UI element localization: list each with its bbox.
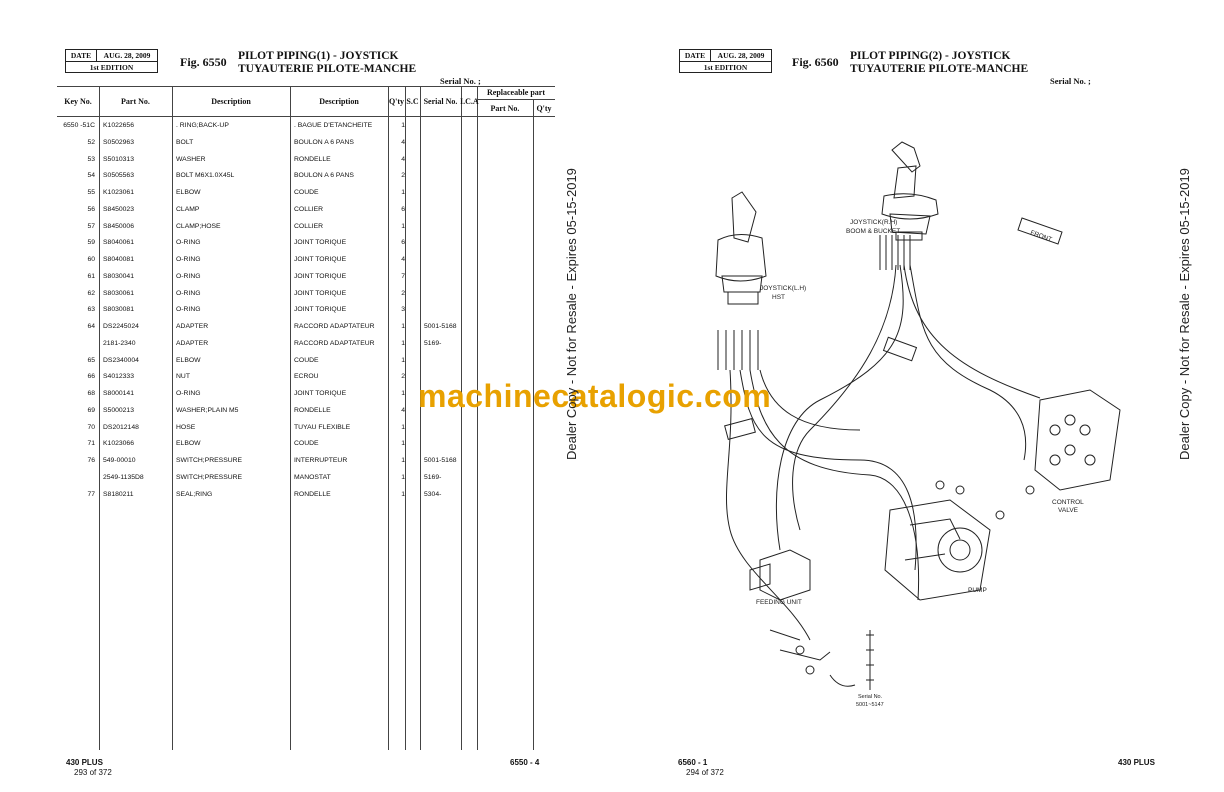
row-key: 55 — [87, 189, 95, 196]
label-boom-bucket: BOOM & BUCKET — [846, 228, 901, 235]
row-description: ELBOW — [176, 189, 201, 196]
model-right: 430 PLUS — [1118, 758, 1155, 767]
date-label: DATE — [66, 50, 97, 61]
row-key: 53 — [87, 155, 95, 163]
row-qty: 1 — [401, 339, 405, 347]
row-qty: 4 — [401, 155, 405, 163]
row-key: 61 — [87, 272, 95, 280]
row-qty: 1 — [401, 222, 405, 230]
figure-title-en: PILOT PIPING(1) - JOYSTICK — [238, 50, 399, 62]
row-part-no: S8040061 — [103, 239, 134, 247]
row-description: O-RING — [176, 390, 201, 397]
label-valve: VALVE — [1058, 507, 1078, 514]
row-qty: 4 — [401, 256, 405, 263]
row-key: 71 — [87, 440, 95, 448]
row-part-no: S4012333 — [103, 373, 134, 381]
row-description: WASHER;PLAIN M5 — [176, 406, 239, 414]
table-row — [57, 202, 555, 219]
row-qty: 1 — [401, 356, 405, 364]
side-notice-center: Dealer Copy - Not for Resale - Expires 05-15-2019 — [564, 168, 579, 460]
row-description-fr: ECROU — [294, 373, 319, 381]
row-part-no: DS2340004 — [103, 356, 139, 364]
date-box-left — [65, 49, 158, 73]
label-control: CONTROL — [1052, 499, 1084, 506]
row-description: BOLT M6X1.0X45L — [176, 172, 235, 180]
table-row — [57, 252, 555, 269]
row-qty: 1 — [401, 323, 405, 330]
header-sc: S.C — [406, 97, 419, 106]
row-key: 77 — [87, 490, 95, 498]
header-key: Key No. — [64, 97, 92, 106]
row-key: 65 — [87, 356, 95, 364]
row-description-fr: JOINT TORIQUE — [294, 239, 347, 247]
row-description-fr: COUDE — [294, 189, 319, 196]
watermark: machinecatalogic.com — [418, 378, 772, 414]
row-description-fr: JOINT TORIQUE — [294, 272, 347, 280]
table-row — [57, 453, 555, 470]
row-description: O-RING — [176, 272, 201, 280]
label-joystick-rh: JOYSTICK(R.H) — [850, 219, 898, 226]
feeding-unit-illustration — [750, 550, 810, 600]
row-description-fr: JOINT TORIQUE — [294, 289, 347, 297]
table-row — [57, 118, 555, 135]
table-row — [57, 319, 555, 336]
row-description-fr: COUDE — [294, 440, 319, 448]
page-of-right: 294 of 372 — [686, 768, 724, 777]
row-key: 68 — [87, 390, 95, 397]
date-value: AUG. 28, 2009 — [717, 51, 765, 60]
header-desc-fr: Description — [319, 97, 359, 106]
label-hst: HST — [772, 294, 785, 301]
pump-illustration — [885, 500, 990, 600]
row-key: 60 — [87, 256, 95, 263]
row-key: 70 — [87, 423, 95, 431]
row-key: 69 — [87, 406, 95, 414]
row-part-no: S8030081 — [103, 306, 134, 314]
table-row — [57, 168, 555, 185]
row-description-fr: COLLIER — [294, 205, 324, 213]
serial-label: Serial No. ; — [1050, 76, 1091, 86]
table-row — [57, 336, 555, 353]
header-ica: I.C.A — [460, 97, 479, 106]
table-row — [57, 219, 555, 236]
row-description: ELBOW — [176, 440, 201, 448]
row-qty: 3 — [401, 306, 405, 314]
row-part-no: S8030061 — [103, 289, 134, 297]
row-description: ADAPTER — [176, 339, 209, 347]
header-desc: Description — [211, 97, 251, 106]
model-left: 430 PLUS — [66, 758, 103, 767]
label-pump: PUMP — [968, 587, 987, 594]
row-qty: 2 — [401, 373, 405, 381]
table-row — [57, 152, 555, 169]
row-serial: 5169- — [424, 339, 442, 347]
row-description-fr: INTERRUPTEUR — [294, 457, 348, 464]
table-row — [57, 135, 555, 152]
row-description-fr: BOULON A 6 PANS — [294, 138, 354, 146]
row-serial: 5304- — [424, 490, 442, 498]
row-description: NUT — [176, 373, 190, 381]
table-row — [57, 235, 555, 252]
row-description-fr: RONDELLE — [294, 155, 331, 163]
row-qty: 6 — [401, 239, 405, 247]
row-description: BOLT — [176, 138, 194, 146]
row-qty: 4 — [401, 406, 405, 414]
row-description: SWITCH;PRESSURE — [176, 457, 243, 464]
table-row — [57, 269, 555, 286]
label-joystick-lh: JOYSTICK(L.H) — [760, 285, 807, 292]
row-description: . RING;BACK-UP — [176, 122, 229, 129]
row-description: CLAMP;HOSE — [176, 222, 221, 230]
row-qty: 1 — [401, 457, 405, 464]
row-description-fr: JOINT TORIQUE — [294, 256, 347, 263]
joystick-left-illustration — [716, 192, 766, 304]
table-row — [57, 436, 555, 453]
row-description: ELBOW — [176, 356, 201, 364]
header-part: Part No. — [121, 97, 150, 106]
row-part-no: K1023061 — [103, 189, 134, 196]
row-part-no: S5000213 — [103, 406, 134, 414]
label-serial-range: 5001~5147 — [856, 702, 884, 708]
row-description-fr: JOINT TORIQUE — [294, 306, 347, 314]
row-qty: 1 — [401, 122, 405, 129]
row-key: 6550 -51C — [63, 122, 95, 129]
row-serial: 5001-5168 — [424, 323, 457, 330]
figure-number: Fig. 6550 — [180, 55, 227, 69]
table-row — [57, 353, 555, 370]
header-replaceable: Replaceable part — [487, 88, 545, 97]
row-description-fr: COLLIER — [294, 222, 324, 230]
header-serial: Serial No. — [423, 97, 458, 106]
date-label: DATE — [680, 50, 711, 61]
edition: 1st EDITION — [703, 63, 748, 72]
row-description-fr: MANOSTAT — [294, 473, 331, 481]
row-qty: 7 — [401, 272, 405, 280]
row-key: 52 — [87, 138, 95, 146]
row-qty: 4 — [401, 138, 405, 146]
table-row — [57, 487, 555, 504]
parts-table-rows — [57, 118, 555, 503]
row-description-fr: . BAGUE D'ETANCHEITE — [294, 122, 373, 129]
row-serial: 5001-5168 — [424, 457, 457, 464]
row-serial: 5169- — [424, 473, 442, 481]
row-description: O-RING — [176, 289, 201, 297]
row-description: O-RING — [176, 239, 201, 247]
row-part-no: S8180211 — [103, 490, 134, 498]
row-description: CLAMP — [176, 205, 200, 213]
figure-title-fr: TUYAUTERIE PILOTE-MANCHE — [850, 63, 1029, 75]
row-part-no: DS2245024 — [103, 323, 139, 330]
side-notice-right: Dealer Copy - Not for Resale - Expires 05-15-2019 — [1177, 168, 1192, 460]
row-description: WASHER — [176, 155, 206, 163]
row-description-fr: RACCORD ADAPTATEUR — [294, 339, 375, 347]
row-part-no: 2549-1135D8 — [103, 473, 144, 481]
row-part-no: S8040081 — [103, 256, 134, 263]
page-code-right: 6560 - 1 — [678, 758, 708, 767]
header-rep-qty: Q'ty — [536, 104, 552, 113]
row-description-fr: RONDELLE — [294, 490, 331, 498]
row-qty: 1 — [401, 189, 405, 196]
row-description-fr: RONDELLE — [294, 406, 331, 414]
row-part-no: S8030041 — [103, 272, 134, 280]
row-key: 56 — [87, 205, 95, 213]
figure-title-en: PILOT PIPING(2) - JOYSTICK — [850, 50, 1011, 62]
edition: 1st EDITION — [89, 63, 134, 72]
table-row — [57, 470, 555, 487]
control-valve-illustration — [1035, 390, 1120, 490]
row-description-fr: TUYAU FLEXIBLE — [294, 423, 351, 431]
row-qty: 2 — [401, 172, 405, 180]
row-key: 62 — [87, 289, 95, 297]
row-qty: 1 — [401, 390, 405, 397]
row-qty: 2 — [401, 289, 405, 297]
label-serial-note: Serial No. — [858, 694, 883, 700]
row-key: 59 — [87, 239, 95, 247]
row-qty: 1 — [401, 490, 405, 498]
table-row — [57, 185, 555, 202]
row-description-fr: RACCORD ADAPTATEUR — [294, 323, 375, 330]
row-key: 66 — [87, 373, 95, 381]
row-part-no: S5010313 — [103, 155, 134, 163]
row-description-fr: BOULON A 6 PANS — [294, 172, 354, 180]
figure-title-fr: TUYAUTERIE PILOTE-MANCHE — [238, 63, 417, 75]
row-qty: 6 — [401, 205, 405, 213]
header-rep-part: Part No. — [490, 104, 520, 113]
serial-label: Serial No. ; — [440, 76, 481, 86]
figure-number: Fig. 6560 — [792, 55, 839, 69]
row-description-fr: COUDE — [294, 356, 319, 364]
row-part-no: S8450023 — [103, 205, 134, 213]
row-part-no: DS2012148 — [103, 423, 139, 431]
page-of-left: 293 of 372 — [74, 768, 112, 777]
row-description-fr: JOINT TORIQUE — [294, 390, 347, 397]
row-part-no: S0505563 — [103, 172, 134, 180]
row-description: SEAL;RING — [176, 490, 213, 498]
row-part-no: S0502963 — [103, 138, 134, 146]
row-part-no: S8450006 — [103, 222, 134, 230]
row-description: ADAPTER — [176, 323, 209, 330]
row-part-no: 2181-2340 — [103, 339, 136, 347]
row-description: O-RING — [176, 306, 201, 314]
date-value: AUG. 28, 2009 — [103, 51, 151, 60]
row-key: 63 — [87, 306, 95, 314]
row-key: 76 — [87, 457, 95, 464]
row-key: 57 — [87, 222, 95, 230]
row-part-no: K1022656 — [103, 122, 134, 129]
row-part-no: 549-00010 — [103, 457, 136, 464]
row-description: O-RING — [176, 256, 201, 263]
date-box-right — [679, 49, 772, 73]
table-row — [57, 420, 555, 437]
table-row — [57, 286, 555, 303]
row-key: 54 — [87, 172, 95, 180]
row-qty: 1 — [401, 440, 405, 448]
table-row — [57, 302, 555, 319]
row-qty: 1 — [401, 473, 405, 481]
page-code-left: 6550 - 4 — [510, 758, 540, 767]
label-front: FRONT — [1029, 229, 1053, 244]
label-feeding-unit: FEEDING UNIT — [756, 599, 802, 606]
row-part-no: S8000141 — [103, 390, 134, 397]
row-part-no: K1023066 — [103, 440, 134, 448]
row-description: SWITCH;PRESSURE — [176, 473, 243, 481]
header-qty: Q'ty — [388, 97, 405, 106]
row-key: 64 — [87, 323, 95, 330]
row-qty: 1 — [401, 423, 405, 431]
pilot-piping-diagram — [660, 130, 1130, 720]
row-description: HOSE — [176, 423, 196, 431]
